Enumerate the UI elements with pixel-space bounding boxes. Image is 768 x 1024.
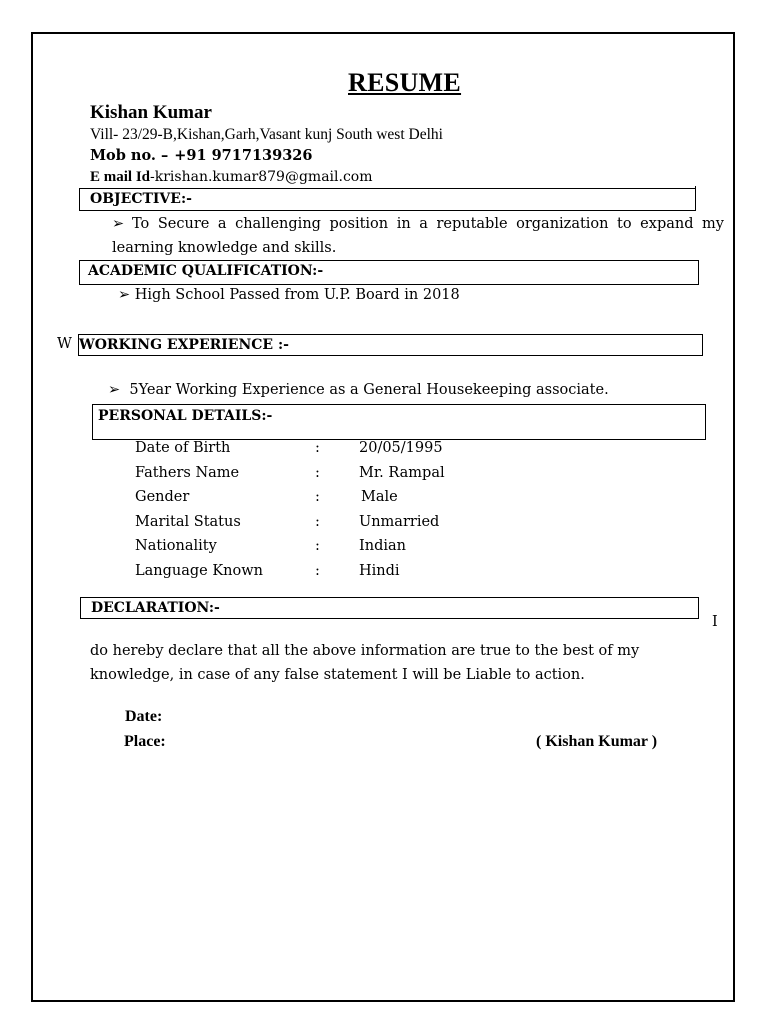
work-heading: WORKING EXPERIENCE :- [78, 334, 703, 356]
personal-detail-value: Male [361, 489, 398, 506]
date-label: Date: [125, 708, 163, 725]
work-item: ➢ 5Year Working Experience as a General Housekeeping associate. [108, 382, 609, 398]
arrowhead-bullet-icon: ➢ [118, 287, 131, 303]
declaration-heading: DECLARATION:- [80, 597, 699, 619]
address: Vill- 23/29-B,Kishan,Garh,Vasant kunj South west Delhi [90, 126, 443, 143]
email-value: -krishan.kumar879@gmail.com [150, 169, 373, 185]
document-title: RESUME [348, 68, 462, 97]
personal-detail-separator: : [315, 513, 320, 530]
objective-text: ➢ To Secure a challenging position in a reputable organization to expand my learning knowledge and skills. [112, 212, 724, 260]
arrowhead-bullet-icon: ➢ [108, 382, 121, 398]
email-label: E mail Id [90, 169, 151, 185]
mobile-line [90, 147, 313, 164]
candidate-name: Kishan Kumar [90, 102, 212, 123]
academic-item: ➢ High School Passed from U.P. Board in 2018 [118, 287, 460, 303]
personal-detail-separator: : [315, 538, 320, 555]
declaration-text: do hereby declare that all the above information are true to the best of my knowledge, in case of any false statement I will be Liable to action. [90, 643, 640, 683]
personal-detail-label: Fathers Name [135, 464, 240, 481]
email-line [90, 169, 372, 186]
mobile-label: Mob no. – [90, 147, 169, 164]
personal-detail-label: Nationality [135, 538, 217, 555]
personal-detail-separator: : [315, 440, 320, 456]
personal-detail-separator: : [315, 563, 320, 579]
personal-detail-label: Marital Status [135, 513, 241, 530]
personal-detail-value: Hindi [359, 563, 400, 579]
personal-detail-value: Indian [359, 538, 406, 555]
personal-detail-value: Mr. Rampal [359, 464, 445, 481]
personal-detail-value: Unmarried [359, 513, 440, 530]
personal-detail-separator: : [315, 489, 320, 506]
signature-name: ( Kishan Kumar ) [536, 733, 658, 750]
place-label: Place: [124, 733, 166, 750]
personal-detail-label: Language Known [135, 563, 264, 579]
objective-heading: OBJECTIVE:- [79, 188, 696, 211]
academic-heading: ACADEMIC QUALIFICATION:- [79, 260, 699, 285]
personal-heading: PERSONAL DETAILS:- [92, 404, 706, 440]
objective-box-edge [695, 186, 696, 210]
personal-detail-label: Gender [135, 489, 190, 506]
arrowhead-bullet-icon: ➢ [112, 216, 125, 232]
stray-letter-w: W [57, 336, 72, 352]
mobile-value: +91 9717139326 [174, 147, 313, 164]
personal-detail-label: Date of Birth [135, 440, 231, 456]
personal-detail-separator: : [315, 464, 320, 481]
personal-detail-value: 20/05/1995 [359, 440, 443, 456]
stray-letter-i: I [712, 614, 718, 630]
